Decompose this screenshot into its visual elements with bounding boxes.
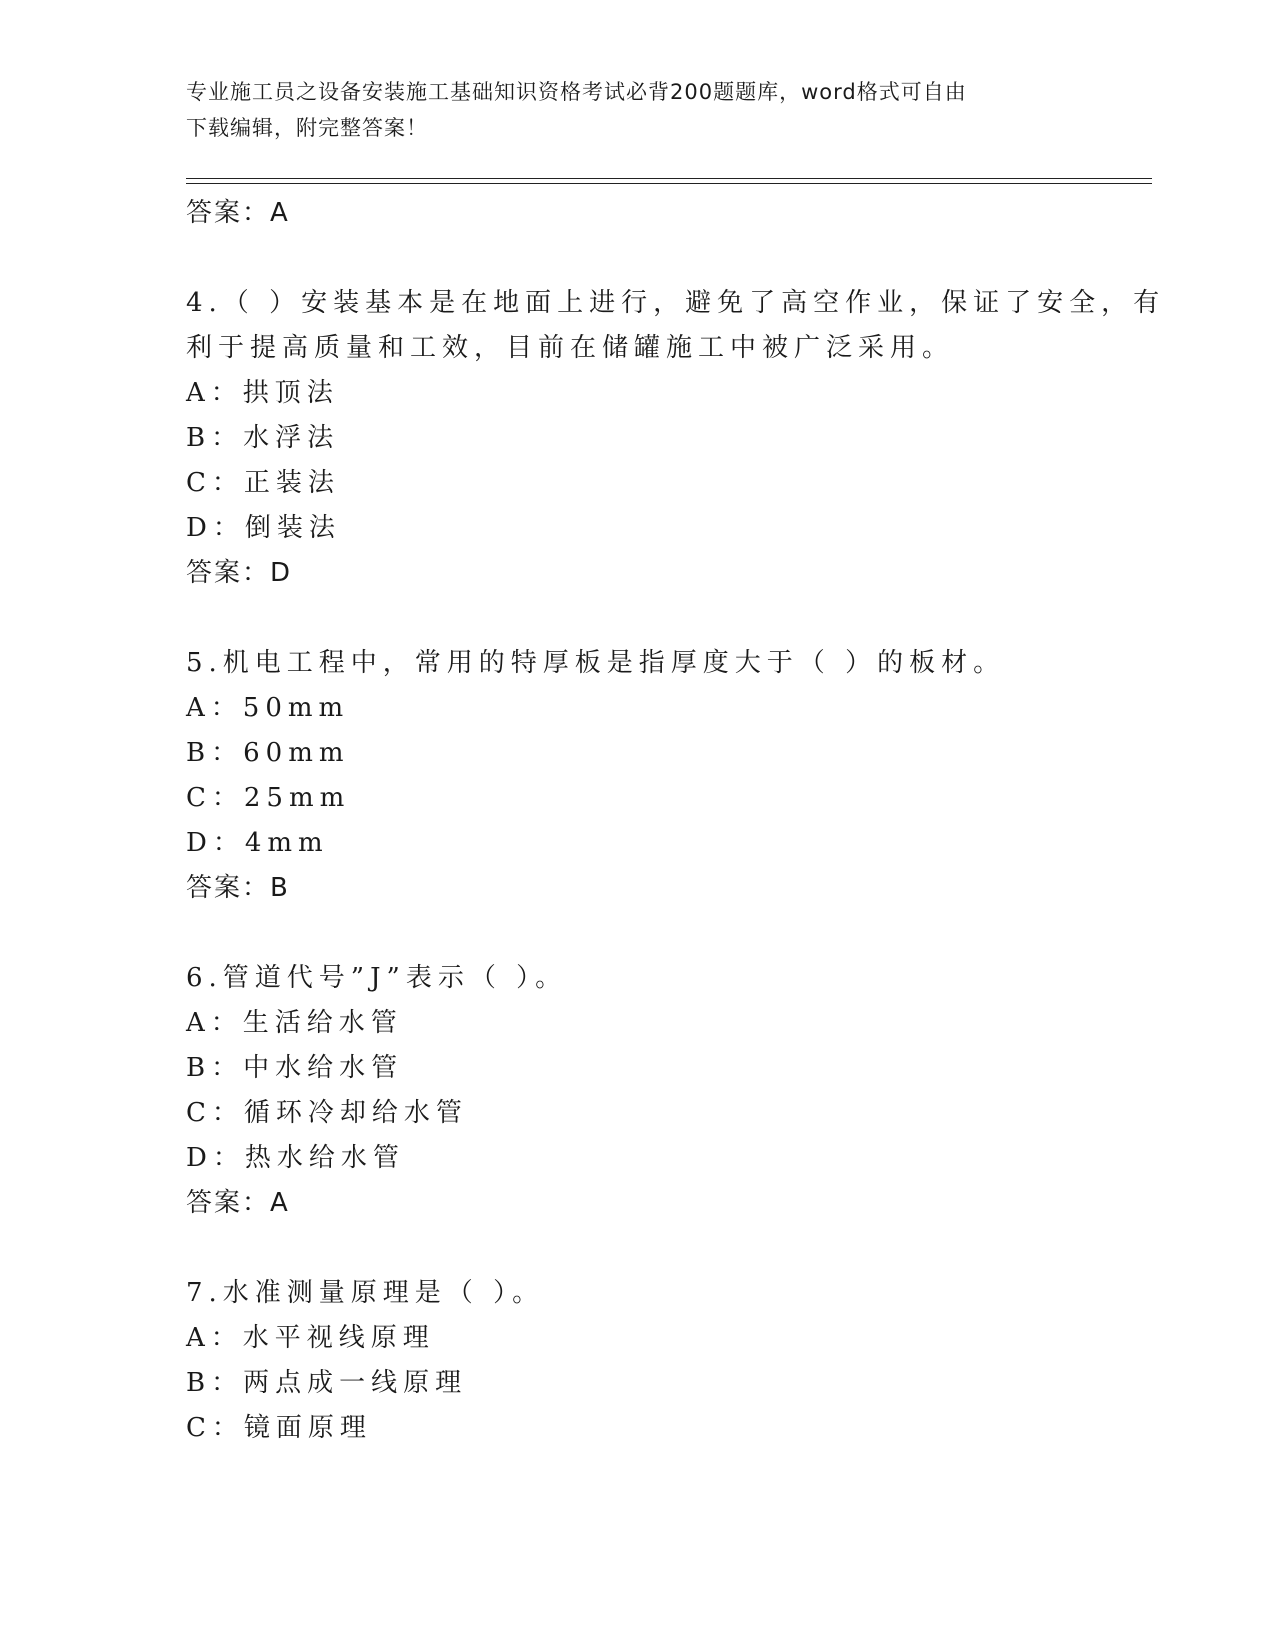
q5-option-b: B：60mm xyxy=(186,738,350,768)
q6-option-d: D：热水给水管 xyxy=(186,1143,405,1173)
header-line-2: 下载编辑，附完整答案！ xyxy=(186,116,428,140)
q7-text-line-1: 7.水准测量原理是（ ）。 xyxy=(186,1278,545,1308)
q7-option-c: C：镜面原理 xyxy=(186,1413,372,1443)
header-divider-top xyxy=(186,178,1152,179)
q5-answer: 答案：B xyxy=(186,873,290,903)
q4-option-c: C：正装法 xyxy=(186,468,340,498)
q4-answer: 答案：D xyxy=(186,558,293,588)
answer-previous: 答案：A xyxy=(186,198,290,228)
q4-option-d: D：倒装法 xyxy=(186,513,341,543)
q5-option-a: A：50mm xyxy=(186,693,350,723)
q5-text-line-1: 5.机电工程中，常用的特厚板是指厚度大于（ ）的板材。 xyxy=(186,648,1006,678)
document-header xyxy=(186,74,1066,146)
q4-text-line-1: 4.（ ）安装基本是在地面上进行，避免了高空作业，保证了安全，有 xyxy=(186,288,1166,318)
q5-option-d: D：4mm xyxy=(186,828,329,858)
header-line-1: 专业施工员之设备安装施工基础知识资格考试必背200题题库，word格式可自由 xyxy=(186,80,967,104)
q7-option-a: A：水平视线原理 xyxy=(186,1323,435,1353)
q5-option-c: C：25mm xyxy=(186,783,351,813)
q6-text-line-1: 6.管道代号”J”表示（ ）。 xyxy=(186,963,568,993)
q4-option-a: A：拱顶法 xyxy=(186,378,339,408)
q7-option-b: B：两点成一线原理 xyxy=(186,1368,468,1398)
header-divider-bottom xyxy=(186,183,1152,184)
q6-option-b: B：中水给水管 xyxy=(186,1053,404,1083)
q6-option-c: C：循环冷却给水管 xyxy=(186,1098,468,1128)
q6-option-a: A：生活给水管 xyxy=(186,1008,403,1038)
q4-text-line-2: 利于提高质量和工效，目前在储罐施工中被广泛采用。 xyxy=(186,333,955,363)
q6-answer: 答案：A xyxy=(186,1188,290,1218)
q4-option-b: B：水浮法 xyxy=(186,423,340,453)
